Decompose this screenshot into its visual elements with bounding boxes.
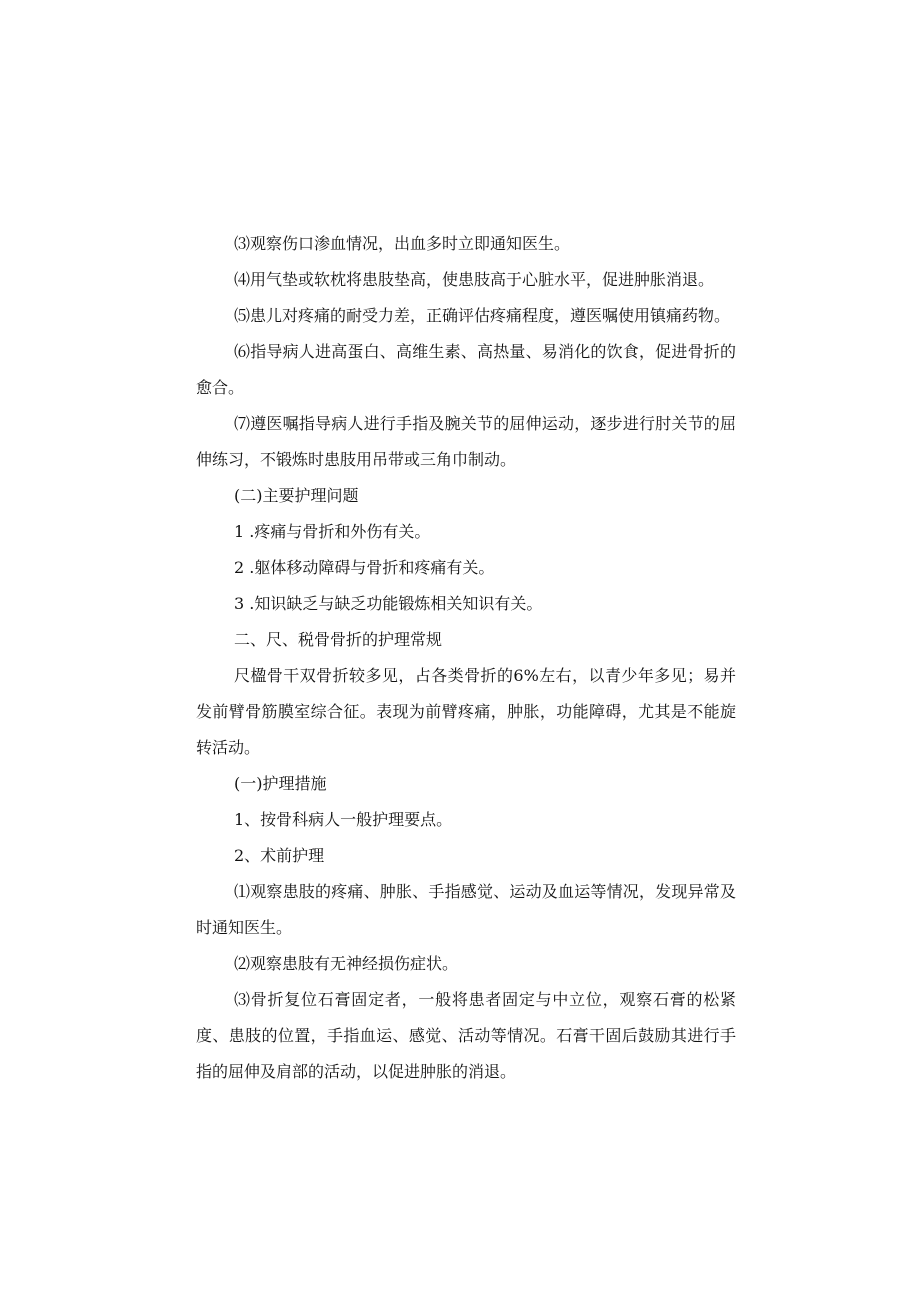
list-item-preop-care: 2、术前护理 xyxy=(234,846,325,865)
paragraph-elevate-limb: ⑷用气垫或软枕将患肢垫高，使患肢高于心脏水平，促进肿胀消退。 xyxy=(234,270,715,289)
list-item-mobility: 2 .躯体移动障碍与骨折和疼痛有关。 xyxy=(234,558,495,577)
paragraph-pain-assessment: ⑸患儿对疼痛的耐受力差，正确评估疼痛程度，遵医嘱使用镇痛药物。 xyxy=(234,306,731,325)
list-item-knowledge: 3 .知识缺乏与缺乏功能锻炼相关知识有关。 xyxy=(234,594,543,613)
paragraph-joint-exercise: ⑺遵医嘱指导病人进行手指及腕关节的屈伸运动，逐步进行肘关节的屈伸练习，不锻炼时患肢用吊带或三角巾制动。 xyxy=(196,414,736,469)
paragraph-fracture-overview: 尺楹骨干双骨折较多见，占各类骨折的6%左右，以青少年多见；易并发前臂骨筋膜室综合征。表现为前臂疼痛，肿胀，功能障碍，尤其是不能旋转活动。 xyxy=(196,666,736,757)
paragraph-observe-limb: ⑴观察患肢的疼痛、肿胀、手指感觉、运动及血运等情况，发现异常及时通知医生。 xyxy=(196,882,736,937)
paragraph-nerve-injury: ⑵观察患肢有无神经损伤症状。 xyxy=(234,954,459,973)
section-heading-nursing-measures: (一)护理措施 xyxy=(234,774,327,793)
section-heading-nursing-problems: (二)主要护理问题 xyxy=(234,486,359,505)
document-page xyxy=(196,226,736,1090)
paragraph-wound-bleeding: ⑶观察伤口渗血情况，出血多时立即通知医生。 xyxy=(234,234,571,253)
paragraph-diet-guidance: ⑹指导病人进高蛋白、高维生素、高热量、易消化的饮食，促进骨折的愈合。 xyxy=(196,342,736,397)
list-item-general-care: 1、按骨科病人一般护理要点。 xyxy=(234,810,453,829)
section-heading-fracture-routine: 二、尺、税骨骨折的护理常规 xyxy=(234,630,443,649)
paragraph-plaster-fixation: ⑶骨折复位石膏固定者，一般将患者固定与中立位，观察石膏的松紧度、患肢的位置，手指血运、感觉、活动等情况。石膏干固后鼓励其进行手指的屈伸及肩部的活动，以促进肿胀的消退。 xyxy=(196,990,736,1081)
list-item-pain: 1 .疼痛与骨折和外伤有关。 xyxy=(234,522,431,541)
